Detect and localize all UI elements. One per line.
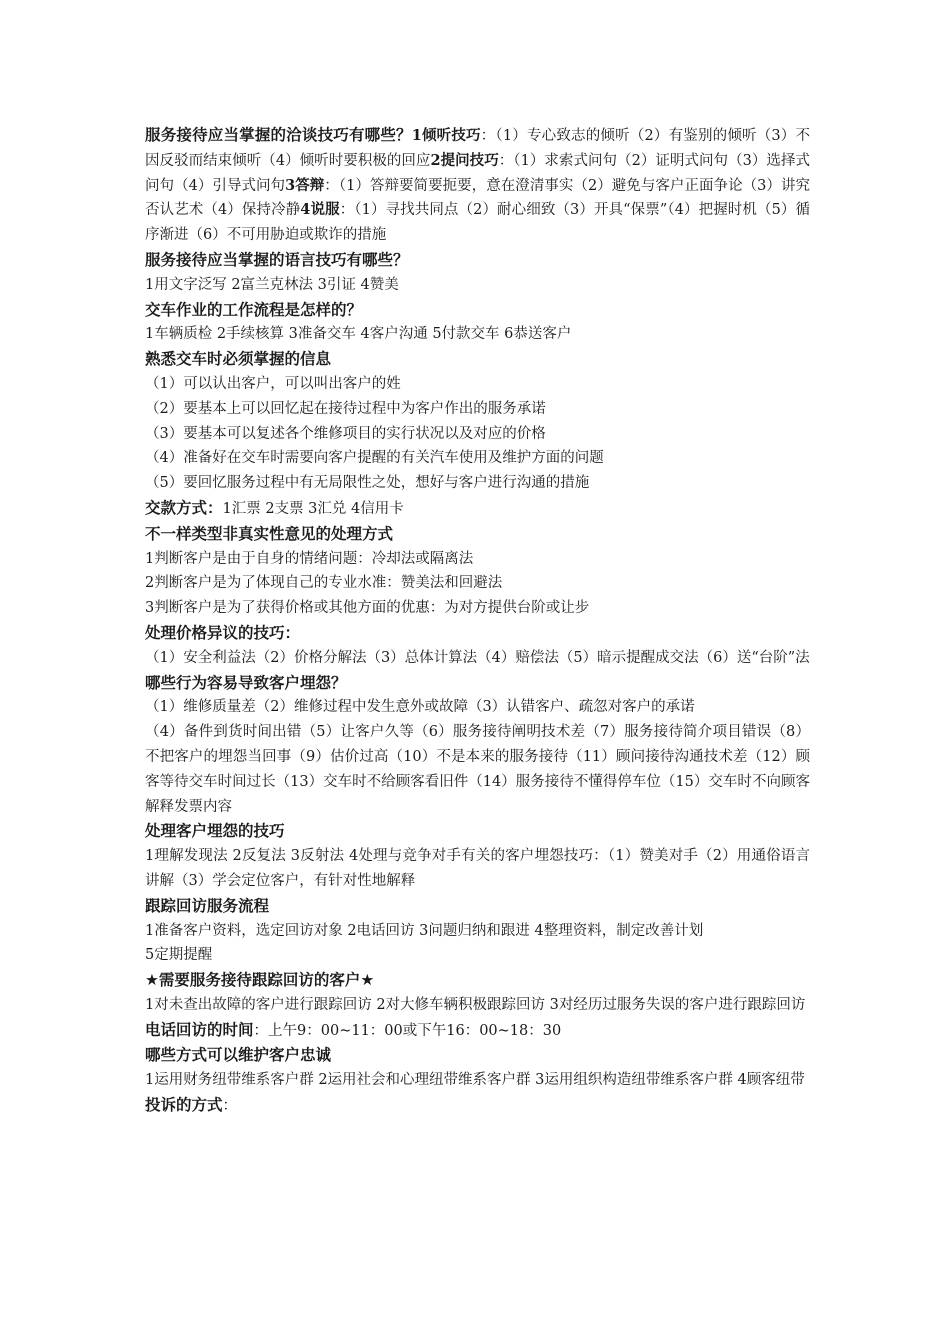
body-paragraph: （2）要基本上可以回忆起在接待过程中为客户作出的服务承诺 bbox=[145, 400, 546, 417]
body-paragraph: 1运用财务纽带维系客户群 2运用社会和心理纽带维系客户群 3运用组织构造纽带维系客户群 4顾客纽带 bbox=[145, 1072, 805, 1089]
section-heading: 不一样类型非真实性意见的处理方式 bbox=[145, 524, 394, 543]
body-paragraph: （1）可以认出客户，可以叫出客户的姓 bbox=[145, 375, 401, 392]
body-paragraph: 1理解发现法 2反复法 3反射法 4处理与竞争对手有关的客户埋怨技巧：（1）赞美对手（2）用通俗语言讲解（3）学会定位客户，有针对性地解释 bbox=[145, 848, 810, 889]
body-paragraph: （1）安全利益法（2）价格分解法（3）总体计算法（4）赔偿法（5）暗示提醒成交法（6）送“台阶”法 bbox=[145, 649, 810, 666]
section-heading: 处理价格异议的技巧： bbox=[145, 623, 301, 642]
body-paragraph: 1对未查出故障的客户进行跟踪回访 2对大修车辆积极跟踪回访 3对经历过服务失误的客户进行跟踪回访 bbox=[145, 996, 806, 1013]
inline-heading: 投诉的方式 bbox=[145, 1096, 223, 1115]
section-heading: 处理客户埋怨的技巧 bbox=[145, 822, 285, 841]
mixed-paragraph bbox=[145, 1093, 810, 1119]
body-paragraph: 1准备客户资料，选定回访对象 2电话回访 3问题归纳和跟进 4整理资料，制定改善计划 bbox=[145, 922, 704, 939]
body-text: ： bbox=[222, 1098, 238, 1115]
body-text: ：（1）专心致志的倾听（2）有鉴别的倾听（3）不因反驳而结束倾听（4）倾听时要积极的回应 bbox=[145, 128, 810, 169]
section-heading: 哪些行为容易导致客户埋怨？ bbox=[145, 673, 347, 692]
body-paragraph: 1用文字泛写 2富兰克林法 3引证 4赞美 bbox=[145, 276, 399, 293]
document-page bbox=[145, 123, 810, 1119]
body-text: ：上午9：00~11：00或下午16：00~18：30 bbox=[253, 1022, 562, 1039]
section-heading: ★需要服务接待跟踪回访的客户★ bbox=[145, 971, 375, 990]
inline-heading: 服务接待应当掌握的洽谈技巧有哪些？ bbox=[145, 126, 412, 144]
inline-heading: 电话回访的时间 bbox=[145, 1020, 254, 1039]
body-text: ：（1）寻找共同点（2）耐心细致（3）开具“保票”（4）把握时机（5）循序渐进（6）不可用胁迫或欺诈的措施 bbox=[145, 202, 811, 244]
mixed-paragraph bbox=[145, 496, 810, 522]
section-heading: 交车作业的工作流程是怎样的？ bbox=[145, 300, 363, 319]
mixed-paragraph bbox=[145, 123, 810, 248]
body-text: 1汇票 2支票 3汇兑 4信用卡 bbox=[222, 500, 404, 517]
body-paragraph: 2判断客户是为了体现自己的专业水准：赞美法和回避法 bbox=[145, 575, 503, 592]
body-paragraph: （5）要回忆服务过程中有无局限性之处，想好与客户进行沟通的措施 bbox=[145, 475, 590, 492]
bold-label: 1倾听技巧 bbox=[411, 127, 481, 144]
mixed-paragraph bbox=[145, 1018, 810, 1044]
body-paragraph: （4）备件到货时间出错（5）让客户久等（6）服务接待阐明技术差（7）服务接待简介项目错误（8）不把客户的埋怨当回事（9）估价过高（10）不是本来的服务接待（11）顾问接待沟通技术差（12）顾客等待交车时间过长（13）交车时不给顾客看旧件（14）服务接待不懂得停车位（15）交车时不向顾客解释发票内容 bbox=[145, 724, 810, 815]
body-paragraph: （3）要基本可以复述各个维修项目的实行状况以及对应的价格 bbox=[145, 425, 546, 442]
inline-heading: 交款方式： bbox=[145, 498, 223, 517]
body-paragraph: 5定期提醒 bbox=[145, 947, 213, 964]
body-paragraph: 1车辆质检 2手续核算 3准备交车 4客户沟通 5付款交车 6恭送客户 bbox=[145, 326, 572, 343]
body-text: ：（1）答辩要简要扼要，意在澄清事实（2）避免与客户正面争论（3）讲究否认艺术（4）保持冷静 bbox=[145, 177, 810, 219]
body-paragraph: （1）维修质量差（2）维修过程中发生意外或故障（3）认错客户、疏忽对客户的承诺 bbox=[145, 699, 695, 716]
bold-label: 3答辩 bbox=[285, 176, 325, 194]
bold-label: 2提问技巧 bbox=[430, 151, 499, 169]
body-paragraph: 1判断客户是由于自身的情绪问题：冷却法或隔离法 bbox=[145, 550, 474, 567]
section-heading: 熟悉交车时必须掌握的信息 bbox=[145, 350, 332, 369]
body-paragraph: （4）准备好在交车时需要向客户提醒的有关汽车使用及维护方面的问题 bbox=[145, 450, 604, 467]
section-heading: 跟踪回访服务流程 bbox=[145, 896, 270, 915]
bold-label: 4说服 bbox=[300, 201, 340, 219]
section-heading: 服务接待应当掌握的语言技巧有哪些？ bbox=[145, 250, 409, 269]
section-heading: 哪些方式可以维护客户忠诚 bbox=[145, 1046, 332, 1065]
body-paragraph: 3判断客户是为了获得价格或其他方面的优惠：为对方提供台阶或让步 bbox=[145, 600, 590, 617]
body-text: ：（1）求索式问句（2）证明式问句（3）选择式问句（4）引导式问句 bbox=[145, 152, 810, 194]
